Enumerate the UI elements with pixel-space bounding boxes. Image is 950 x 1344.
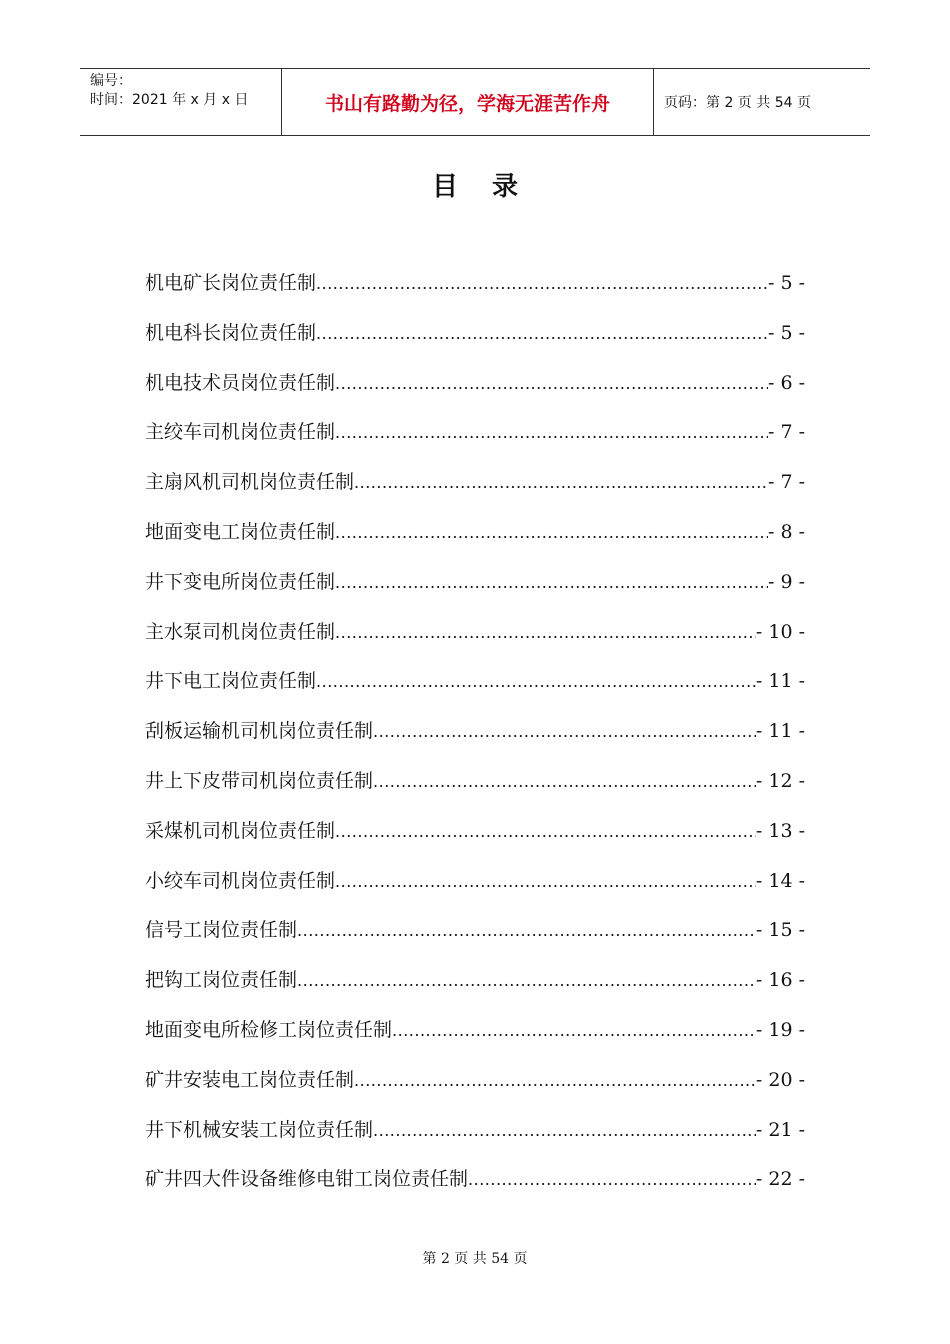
- toc-leader-dots: [335, 872, 756, 891]
- toc-entry-page: - 6 -: [767, 371, 805, 394]
- toc-entry[interactable]: [145, 368, 805, 418]
- toc-entry[interactable]: [145, 417, 805, 467]
- toc-entry-label: 主水泵司机岗位责任制: [145, 620, 336, 643]
- toc-entry[interactable]: [145, 268, 805, 318]
- toc-entry-label: 机电矿长岗位责任制: [145, 272, 317, 294]
- toc-entry-label: 井下机械安装工岗位责任制: [145, 1118, 374, 1141]
- toc-entry-label: 矿井安装电工岗位责任制: [145, 1068, 355, 1091]
- toc-entry-label: 主扇风机司机岗位责任制: [145, 471, 355, 494]
- toc-entry-label: 井下变电所岗位责任制: [145, 570, 336, 593]
- header-motto: 书山有路勤为径，学海无涯苦作舟: [282, 69, 654, 135]
- toc-entry-page: - 20 -: [755, 1068, 805, 1091]
- toc-entry-label: 井下电工岗位责任制: [145, 670, 317, 693]
- toc-entry-label: 矿井四大件设备维修电钳工岗位责任制: [145, 1168, 469, 1191]
- toc-leader-dots: [468, 1170, 756, 1189]
- toc-entry[interactable]: [145, 1015, 805, 1065]
- toc-entry-label: 把钩工岗位责任制: [145, 969, 298, 992]
- toc-entry-label: 地面变电所检修工岗位责任制: [145, 1018, 393, 1041]
- toc-entry-page: - 5 -: [767, 321, 805, 344]
- toc-leader-dots: [354, 473, 768, 492]
- toc-entry-label: 机电科长岗位责任制: [145, 321, 317, 344]
- number-label: 编号：: [90, 73, 132, 89]
- toc-entry[interactable]: [145, 1164, 805, 1214]
- toc-entry-label: 刮板运输机司机岗位责任制: [145, 720, 374, 743]
- time-label: 时间：2021 年 x 月 x 日: [90, 92, 249, 108]
- toc-entry-page: - 7 -: [767, 471, 805, 494]
- page-title: 目录: [431, 172, 552, 202]
- toc-leader-dots: [316, 274, 768, 293]
- toc-entry[interactable]: [145, 1065, 805, 1115]
- toc-leader-dots: [335, 573, 768, 592]
- toc-leader-dots: [392, 1021, 756, 1040]
- toc-entry-label: 小绞车司机岗位责任制: [145, 869, 336, 892]
- page-header: [80, 68, 870, 136]
- toc-entry[interactable]: [145, 866, 805, 916]
- header-meta: [80, 69, 282, 135]
- toc-entry[interactable]: [145, 915, 805, 965]
- toc-leader-dots: [316, 324, 768, 343]
- toc-entry[interactable]: [145, 666, 805, 716]
- toc-entry[interactable]: [145, 965, 805, 1015]
- toc-entry-page: - 7 -: [767, 421, 805, 444]
- toc-leader-dots: [335, 822, 756, 841]
- toc-entry[interactable]: [145, 517, 805, 567]
- toc-leader-dots: [373, 722, 756, 741]
- toc-entry-page: - 21 -: [755, 1118, 805, 1141]
- toc-entry[interactable]: [145, 816, 805, 866]
- toc-entry[interactable]: [145, 766, 805, 816]
- toc-entry-page: - 5 -: [767, 272, 805, 294]
- toc-leader-dots: [297, 921, 756, 940]
- toc-entry[interactable]: [145, 716, 805, 766]
- toc-entry-page: - 14 -: [755, 869, 805, 892]
- toc-entry-page: - 12 -: [755, 769, 805, 792]
- toc-entry-page: - 11 -: [755, 670, 805, 693]
- toc-entry[interactable]: [145, 567, 805, 617]
- toc-entry[interactable]: [145, 318, 805, 368]
- toc-entry-page: - 15 -: [755, 919, 805, 942]
- toc-leader-dots: [373, 1121, 756, 1140]
- toc-leader-dots: [354, 1071, 756, 1090]
- table-of-contents: [145, 268, 805, 1214]
- page-footer: 第 2 页 共 54 页: [422, 1251, 528, 1267]
- toc-entry[interactable]: [145, 617, 805, 667]
- header-page-info: 页码：第 2 页 共 54 页: [664, 95, 811, 111]
- toc-entry-page: - 16 -: [755, 969, 805, 992]
- toc-entry-page: - 9 -: [767, 570, 805, 593]
- toc-entry-page: - 19 -: [755, 1018, 805, 1041]
- toc-entry-page: - 22 -: [755, 1168, 805, 1191]
- toc-entry-page: - 11 -: [755, 720, 805, 743]
- toc-leader-dots: [297, 971, 756, 990]
- toc-entry-label: 地面变电工岗位责任制: [145, 520, 336, 543]
- toc-entry-label: 信号工岗位责任制: [145, 919, 298, 942]
- toc-entry-label: 采煤机司机岗位责任制: [145, 819, 336, 842]
- toc-entry[interactable]: [145, 467, 805, 517]
- toc-entry-page: - 8 -: [767, 520, 805, 543]
- toc-entry[interactable]: [145, 1115, 805, 1165]
- toc-leader-dots: [335, 623, 756, 642]
- toc-entry-page: - 10 -: [755, 620, 805, 643]
- toc-leader-dots: [335, 374, 768, 393]
- toc-entry-page: - 13 -: [755, 819, 805, 842]
- toc-leader-dots: [335, 523, 768, 542]
- toc-entry-label: 主绞车司机岗位责任制: [145, 421, 336, 444]
- toc-leader-dots: [373, 772, 756, 791]
- toc-entry-label: 机电技术员岗位责任制: [145, 371, 336, 394]
- toc-entry-label: 井上下皮带司机岗位责任制: [145, 769, 374, 792]
- toc-leader-dots: [335, 423, 768, 442]
- toc-leader-dots: [316, 672, 756, 691]
